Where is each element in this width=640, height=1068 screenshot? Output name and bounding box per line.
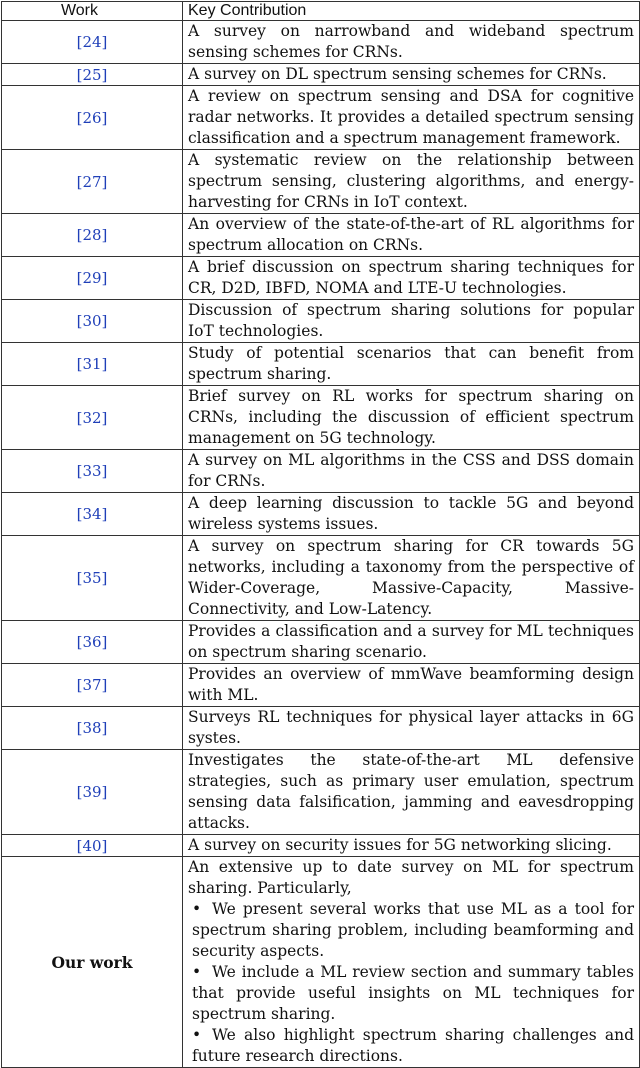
bullet-text: We include a ML review section and summary tables that provide useful insights on ML techniques for spectrum sharing. bbox=[192, 963, 634, 1023]
table-row bbox=[2, 493, 640, 536]
contribution-cell: A survey on spectrum sharing for CR towards 5G networks, including a taxonomy from the perspective of Wider-Coverage, Massive-Capacity, Massive-Connectivity, and Low-Latency. bbox=[183, 536, 640, 621]
contribution-cell: A survey on ML algorithms in the CSS and DSS domain for CRNs. bbox=[183, 450, 640, 493]
table-row bbox=[2, 750, 640, 835]
contribution-cell: Discussion of spectrum sharing solutions for popular IoT technologies. bbox=[183, 300, 640, 343]
citation-link[interactable]: [26] bbox=[76, 108, 108, 127]
our-work-intro: An extensive up to date survey on ML for spectrum sharing. Particularly, bbox=[188, 858, 634, 897]
table-row bbox=[2, 86, 640, 150]
work-cell bbox=[2, 750, 183, 835]
table-row bbox=[2, 621, 640, 664]
survey-comparison-table bbox=[1, 1, 640, 1068]
table-row bbox=[2, 450, 640, 493]
table-row bbox=[2, 150, 640, 214]
work-cell bbox=[2, 621, 183, 664]
table-row bbox=[2, 386, 640, 450]
contribution-cell: An overview of the state-of-the-art of RL algorithms for spectrum allocation on CRNs. bbox=[183, 214, 640, 257]
contribution-cell: A brief discussion on spectrum sharing techniques for CR, D2D, IBFD, NOMA and LTE-U technologies. bbox=[183, 257, 640, 300]
table-row bbox=[2, 707, 640, 750]
citation-link[interactable]: [33] bbox=[76, 462, 108, 480]
contribution-cell: Provides a classification and a survey for ML techniques on spectrum sharing scenario. bbox=[183, 621, 640, 664]
table-row bbox=[2, 257, 640, 300]
citation-link[interactable]: [34] bbox=[76, 505, 108, 523]
work-cell bbox=[2, 150, 183, 214]
contribution-cell: A survey on security issues for 5G networking slicing. bbox=[183, 835, 640, 857]
citation-link[interactable]: [27] bbox=[76, 172, 108, 191]
contribution-cell: A review on spectrum sensing and DSA for cognitive radar networks. It provides a detailed spectrum sensing classification and a spectrum management framework. bbox=[183, 86, 640, 150]
bullet-item bbox=[188, 1025, 634, 1067]
work-cell bbox=[2, 386, 183, 450]
work-cell bbox=[2, 86, 183, 150]
contribution-cell: A deep learning discussion to tackle 5G and beyond wireless systems issues. bbox=[183, 493, 640, 536]
table-row bbox=[2, 64, 640, 86]
table-row bbox=[2, 214, 640, 257]
citation-link[interactable]: [24] bbox=[76, 33, 108, 51]
contribution-cell: A survey on narrowband and wideband spectrum sensing schemes for CRNs. bbox=[183, 21, 640, 64]
citation-link[interactable]: [35] bbox=[76, 569, 108, 587]
bullet-text: We also highlight spectrum sharing challenges and future research directions. bbox=[192, 1026, 634, 1065]
contribution-cell: Brief survey on RL works for spectrum sharing on CRNs, including the discussion of efficient spectrum management on 5G technology. bbox=[183, 386, 640, 450]
work-cell bbox=[2, 257, 183, 300]
contribution-cell: A systematic review on the relationship between spectrum sensing, clustering algorithms, and energy-harvesting for CRNs in IoT context. bbox=[183, 150, 640, 214]
work-cell bbox=[2, 64, 183, 86]
table-row bbox=[2, 21, 640, 64]
table-row bbox=[2, 300, 640, 343]
table-header-row bbox=[2, 2, 640, 21]
work-cell bbox=[2, 664, 183, 707]
our-work-label: Our work bbox=[2, 857, 183, 1068]
citation-link[interactable]: [32] bbox=[76, 408, 108, 427]
our-work-row bbox=[2, 857, 640, 1068]
bullet-item bbox=[188, 962, 634, 1025]
our-work-contribution bbox=[183, 857, 640, 1068]
contribution-column-header: Key Contribution bbox=[183, 2, 640, 21]
citation-link[interactable]: [28] bbox=[76, 226, 108, 244]
citation-link[interactable]: [30] bbox=[76, 312, 108, 330]
bullet-item bbox=[188, 899, 634, 962]
table-body bbox=[2, 21, 640, 1068]
contribution-cell: A survey on DL spectrum sensing schemes for CRNs. bbox=[183, 64, 640, 86]
work-cell bbox=[2, 707, 183, 750]
bullet-text: We present several works that use ML as a tool for spectrum sharing problem, including beamforming and security aspects. bbox=[192, 900, 634, 960]
citation-link[interactable]: [36] bbox=[76, 633, 108, 651]
work-cell bbox=[2, 493, 183, 536]
contribution-cell: Study of potential scenarios that can benefit from spectrum sharing. bbox=[183, 343, 640, 386]
table-row bbox=[2, 536, 640, 621]
bullet-icon: • bbox=[192, 963, 202, 981]
citation-link[interactable]: [31] bbox=[76, 355, 108, 373]
citation-link[interactable]: [38] bbox=[76, 719, 108, 737]
citation-link[interactable]: [39] bbox=[76, 783, 108, 801]
work-cell bbox=[2, 536, 183, 621]
citation-link[interactable]: [37] bbox=[76, 676, 108, 694]
citation-link[interactable]: [40] bbox=[76, 836, 108, 855]
work-cell bbox=[2, 300, 183, 343]
table-row bbox=[2, 664, 640, 707]
work-column-header: Work bbox=[2, 2, 183, 21]
bullet-icon: • bbox=[192, 1026, 202, 1044]
table-row bbox=[2, 343, 640, 386]
table-row bbox=[2, 835, 640, 857]
work-cell bbox=[2, 343, 183, 386]
contribution-cell: Investigates the state-of-the-art ML defensive strategies, such as primary user emulation, spectrum sensing data falsification, jamming and eavesdropping attacks. bbox=[183, 750, 640, 835]
contribution-cell: Surveys RL techniques for physical layer attacks in 6G systes. bbox=[183, 707, 640, 750]
bullet-icon: • bbox=[192, 900, 202, 918]
work-cell bbox=[2, 214, 183, 257]
work-cell bbox=[2, 835, 183, 857]
citation-link[interactable]: [29] bbox=[76, 269, 108, 287]
citation-link[interactable]: [25] bbox=[76, 65, 108, 84]
work-cell bbox=[2, 450, 183, 493]
contribution-cell: Provides an overview of mmWave beamforming design with ML. bbox=[183, 664, 640, 707]
work-cell bbox=[2, 21, 183, 64]
